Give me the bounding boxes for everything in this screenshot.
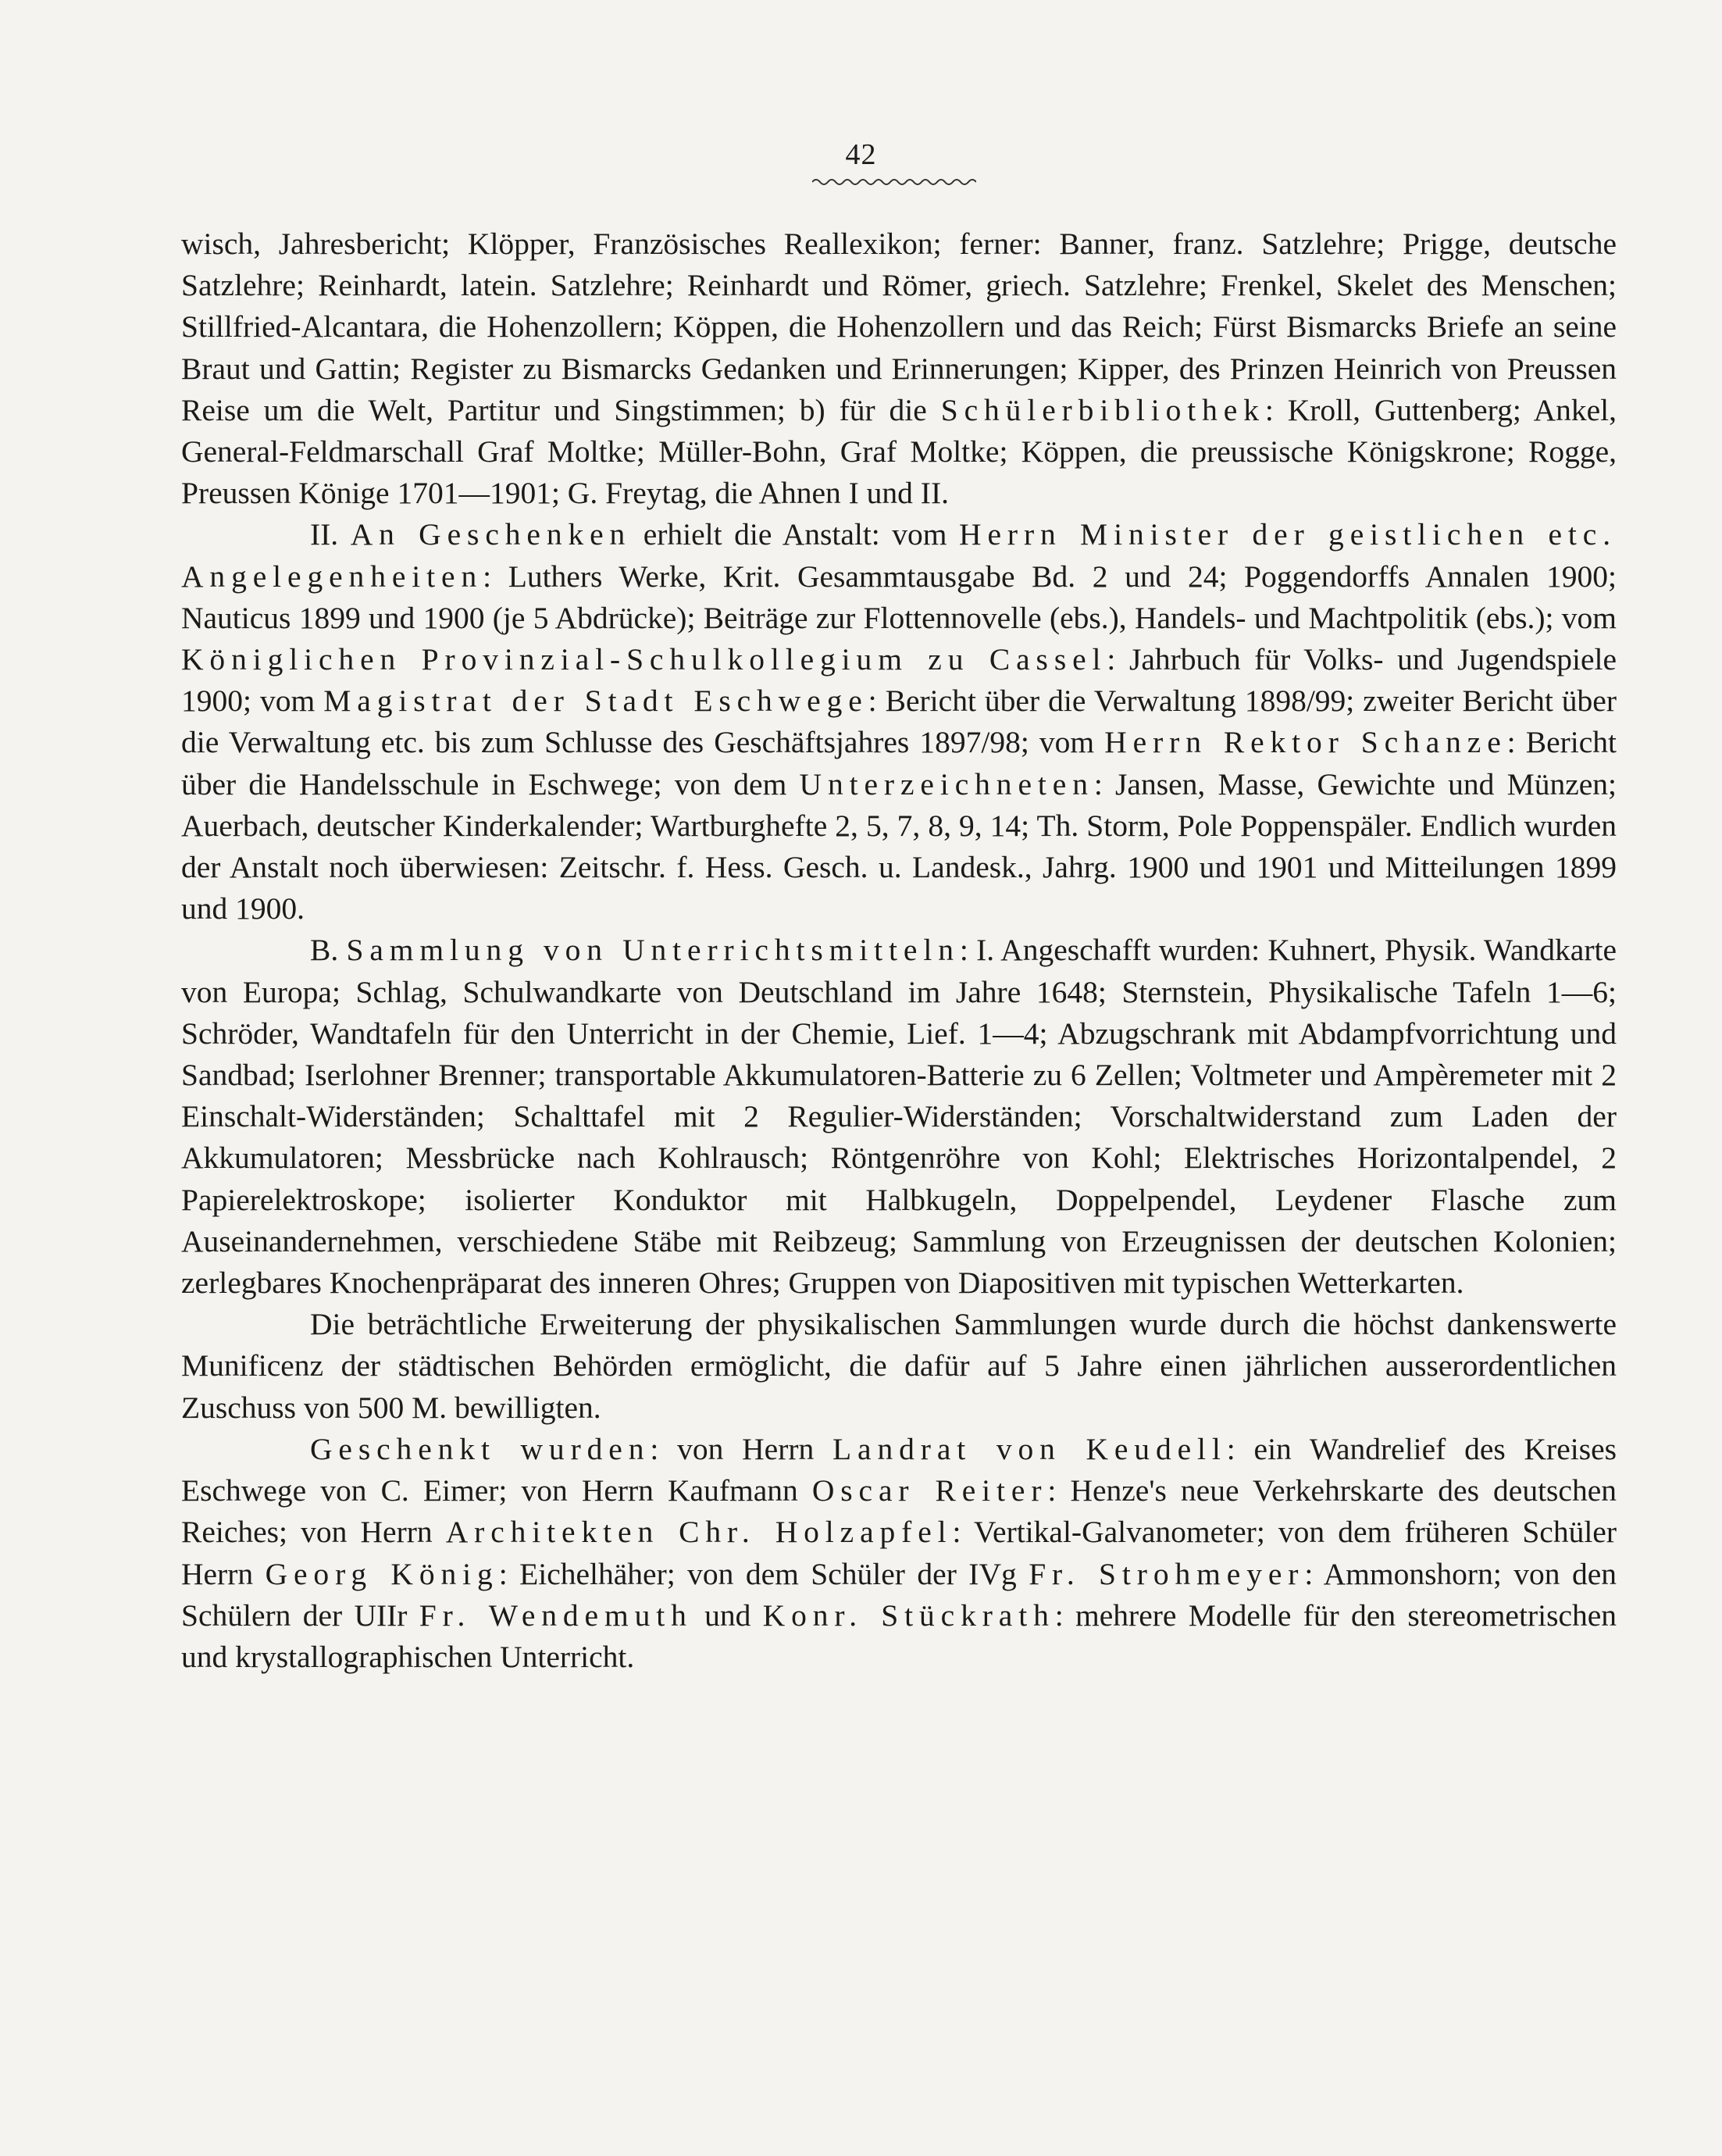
paragraph-donations: Geschenkt wurden: von Herrn Landrat von Keudell: ein Wandrelief des Kreises Eschwege von C. Eimer; von Herrn Kaufmann Oscar Reiter: Henze's neue Verkehrskarte des deutschen Reiches; von Herrn Architekten Chr. Holzapfel: Vertikal-Galvanometer; von dem früheren Schüler Herrn Georg König: Eichelhäher; von dem Schüler der IVg Fr. Strohmeyer: Ammonshorn; von den Schülern der UIIr Fr. Wendemuth und Konr. Stückrath: mehrere Modelle für den stereometrischen und krystallographischen Unterricht. xyxy=(181,1431,1617,1674)
paragraph-gifts: II. An Geschenken erhielt die Anstalt: vom Herrn Minister der geistlichen etc. Angelegenheiten: Luthers Werke, Krit. Gesammtausgabe Bd. 2 und 24; Poggendorffs Annalen 1900; Nauticus 1899 und 1900 (je 5 Abdrücke); Beiträge zur Flottennovelle (ebs.), Handels- und Machtpolitik (ebs.); vom Königlichen Provinzial-Schulkollegium zu Cassel: Jahrbuch für Volks- und Jugendspiele 1900; vom Magistrat der Stadt Eschwege: Bericht über die Verwaltung 1898/99; zweiter Bericht über die Verwaltung etc. bis zum Schlusse des Geschäftsjahres 1897/98; vom Herrn Rektor Schanze: Bericht über die Handelsschule in Eschwege; von dem Unterzeichneten: Jansen, Masse, Gewichte und Münzen; Auerbach, deutscher Kinderkalender; Wartburghefte 2, 5, 7, 8, 9, 14; Th. Storm, Pole Poppenspäler. Endlich wurden der Anstalt noch überwiesen: Zeitschr. f. Hess. Gesch. u. Landesk., Jahrg. 1900 und 1901 und Mitteilungen 1899 und 1900. xyxy=(181,517,1617,926)
page-number: 42 xyxy=(845,138,877,171)
wavy-rule-ornament xyxy=(812,177,976,187)
paragraph-book-list: wisch, Jahresbericht; Klöpper, Französisches Reallexikon; ferner: Banner, franz. Satzlehre; Prigge, deutsche Satzlehre; Reinhardt, latein. Satzlehre; Reinhardt und Römer, griech. Satzlehre; Frenkel, Skelet des Menschen; Stillfried-Alcantara, die Hohenzollern; Köppen, die Hohenzollern und das Reich; Fürst Bismarcks Briefe an seine Braut und Gattin; Register zu Bismarcks Gedanken und Erinnerungen; Kipper, des Prinzen Heinrich von Preussen Reise um die Welt, Partitur und Singstimmen; b) für die Schülerbibliothek: Kroll, Guttenberg; Ankel, General-Feldmarschall Graf Moltke; Müller-Bohn, Graf Moltke; Köppen, die preussische Königskrone; Rogge, Preussen Könige 1701—1901; G. Freytag, die Ahnen I und II. xyxy=(181,227,1617,511)
paragraph-municipal-funding: Die beträchtliche Erweiterung der physikalischen Sammlungen wurde durch die höchst dankenswerte Munificenz der städtischen Behörden ermöglicht, die dafür auf 5 Jahre einen jährlichen ausserordentlichen Zuschuss von 500 M. bewilligten. xyxy=(181,1307,1617,1425)
body-text xyxy=(181,223,1617,1678)
paragraph-teaching-materials: B. Sammlung von Unterrichtsmitteln: I. Angeschafft wurden: Kuhnert, Physik. Wandkarte von Europa; Schlag, Schulwandkarte von Deutschland im Jahre 1648; Sternstein, Physikalische Tafeln 1—6; Schröder, Wandtafeln für den Unterricht in der Chemie, Lief. 1—4; Abzugschrank mit Abdampfvorrichtung und Sandbad; Iserlohner Brenner; transportable Akkumulatoren-Batterie zu 6 Zellen; Voltmeter und Ampèremeter mit 2 Einschalt-Widerständen; Schalttafel mit 2 Regulier-Widerständen; Vorschaltwiderstand zum Laden der Akkumulatoren; Messbrücke nach Kohlrausch; Röntgenröhre von Kohl; Elektrisches Horizontalpendel, 2 Papierelektroskope; isolierter Konduktor mit Halbkugeln, Doppelpendel, Leydener Flasche zum Auseinandernehmen, verschiedene Stäbe mit Reibzeug; Sammlung von Erzeugnissen der deutschen Kolonien; zerlegbares Knochenpräparat des inneren Ohres; Gruppen von Diapositiven mit typischen Wetterkarten. xyxy=(181,933,1617,1301)
